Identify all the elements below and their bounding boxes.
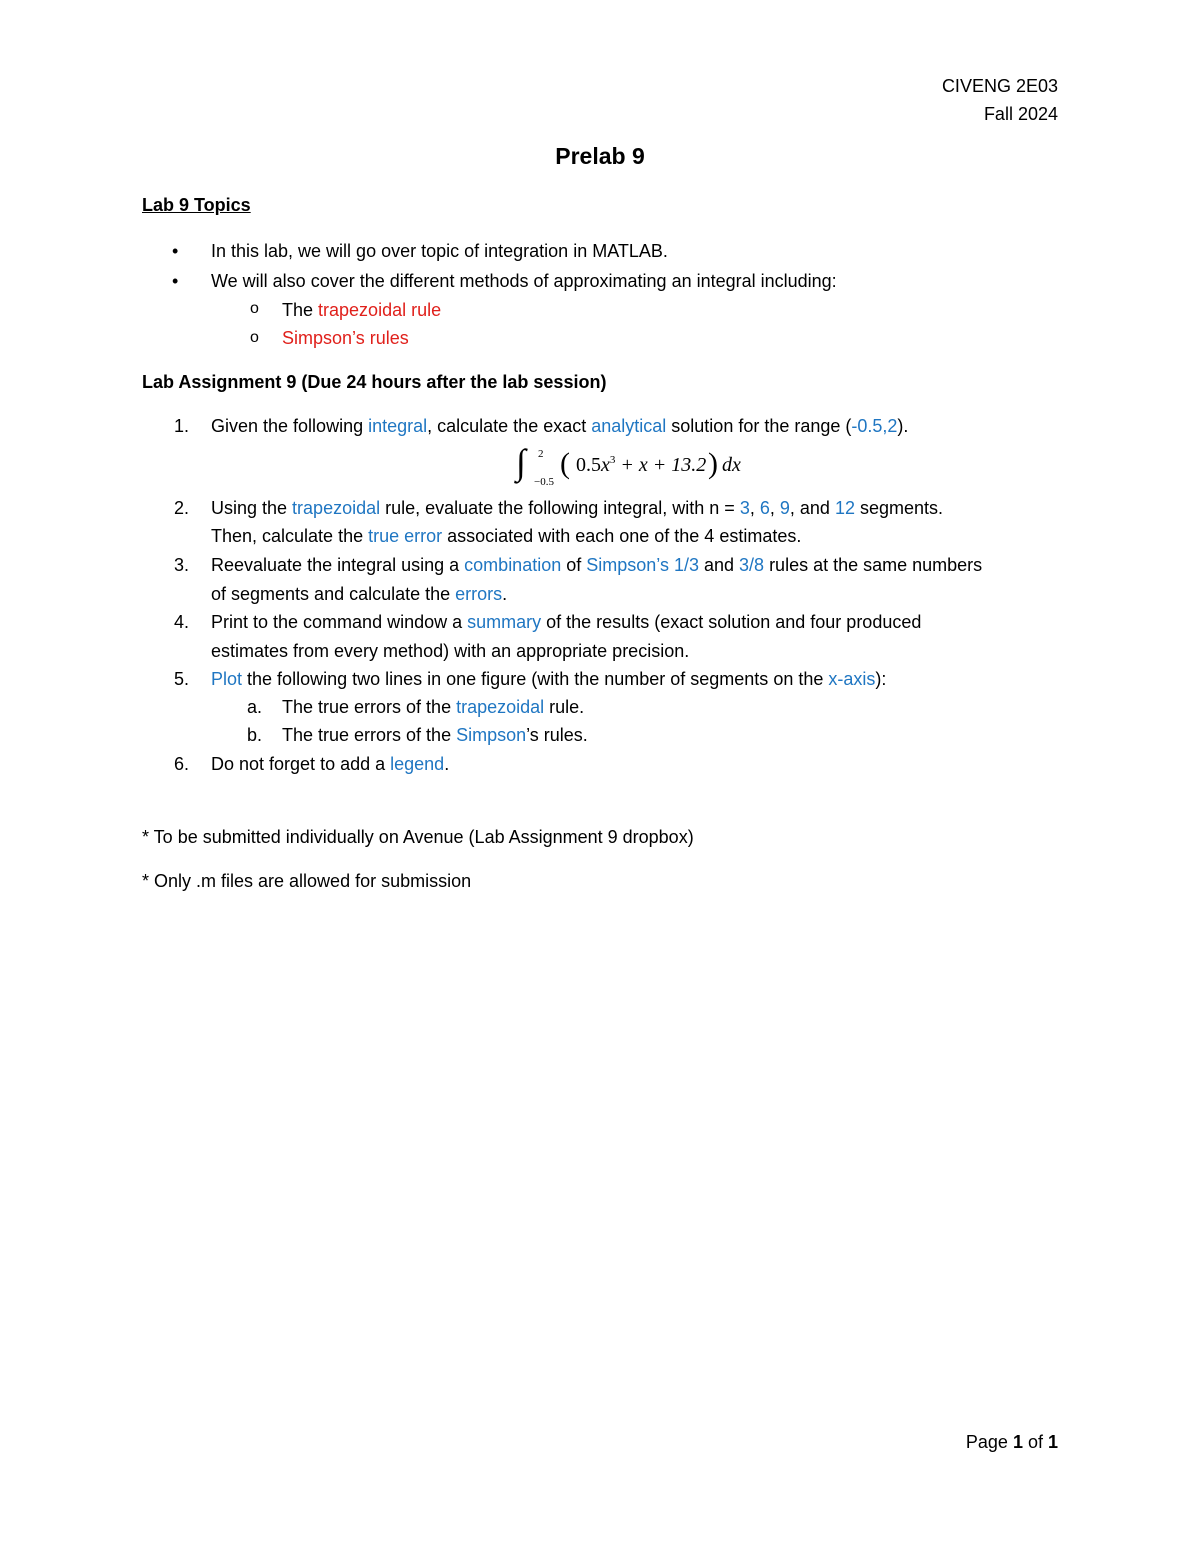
document-header	[942, 72, 1058, 128]
question-number: 6.	[174, 754, 190, 774]
topic-sub-item-1: The trapezoidal rule	[282, 300, 442, 320]
integral-lower-limit: −0.5	[534, 476, 554, 488]
sub-item-marker: b.	[247, 725, 263, 745]
sub-bullet-glyph: o	[250, 329, 259, 346]
question-6-text: Do not forget to add a legend.	[211, 754, 450, 774]
question-5-text: Plot the following two lines in one figure (with the number of segments on the x-axis):	[211, 669, 887, 689]
open-paren: (	[560, 447, 570, 480]
sub-item-marker: a.	[247, 697, 263, 717]
question-number: 1.	[174, 416, 190, 436]
question-5b-text: The true errors of the Simpson’s rules.	[282, 725, 588, 745]
question-4-text: Print to the command window a summary of the results (exact solution and four produced	[211, 612, 922, 632]
term-label: Fall 2024	[983, 104, 1058, 124]
assignment-heading: Lab Assignment 9 (Due 24 hours after the lab session)	[142, 372, 607, 392]
question-5a-text: The true errors of the trapezoidal rule.	[282, 697, 585, 717]
submission-note-2: * Only .m files are allowed for submission	[142, 871, 472, 891]
page-footer: Page 1 of 1	[965, 1432, 1058, 1452]
course-code: CIVENG 2E03	[941, 76, 1058, 96]
submission-note-1: * To be submitted individually on Avenue (Lab Assignment 9 dropbox)	[142, 827, 694, 847]
integrand: $0.5x^3 + x + 13.2$	[576, 454, 707, 476]
question-number: 3.	[174, 555, 190, 575]
question-2-text: Using the trapezoidal rule, evaluate the following integral, with n = 3, 6, 9, and 12 segments.	[211, 498, 944, 518]
question-4-text-line-2: estimates from every method) with an appropriate precision.	[211, 641, 690, 661]
topic-item-1: In this lab, we will go over topic of integration in MATLAB.	[211, 241, 668, 261]
question-2-text-line-2: Then, calculate the true error associated with each one of the 4 estimates.	[211, 526, 802, 546]
question-3-text-line-2: of segments and calculate the errors.	[211, 584, 508, 604]
topic-item-2: We will also cover the different methods of approximating an integral including:	[211, 271, 837, 291]
close-paren: )	[708, 447, 718, 480]
bullet-glyph: •	[172, 241, 179, 261]
topic-sub-item-2: Simpson’s rules	[282, 328, 409, 348]
question-number: 4.	[174, 612, 190, 632]
question-1-text: Given the following integral, calculate the exact analytical solution for the range (-0.5,2).	[211, 416, 909, 436]
integral-upper-limit: 2	[538, 448, 544, 460]
question-number: 5.	[174, 669, 190, 689]
bullet-glyph: •	[172, 271, 179, 291]
question-3-text: Reevaluate the integral using a combination of Simpson’s 1/3 and 3/8 rules at the same numbers	[211, 555, 983, 575]
sub-bullet-glyph: o	[250, 300, 259, 317]
topics-heading: Lab 9 Topics	[142, 195, 251, 215]
differential: dx	[722, 454, 741, 476]
integral-sign: ∫	[516, 442, 526, 482]
page-title: Prelab 9	[555, 143, 645, 169]
question-number: 2.	[174, 498, 190, 518]
